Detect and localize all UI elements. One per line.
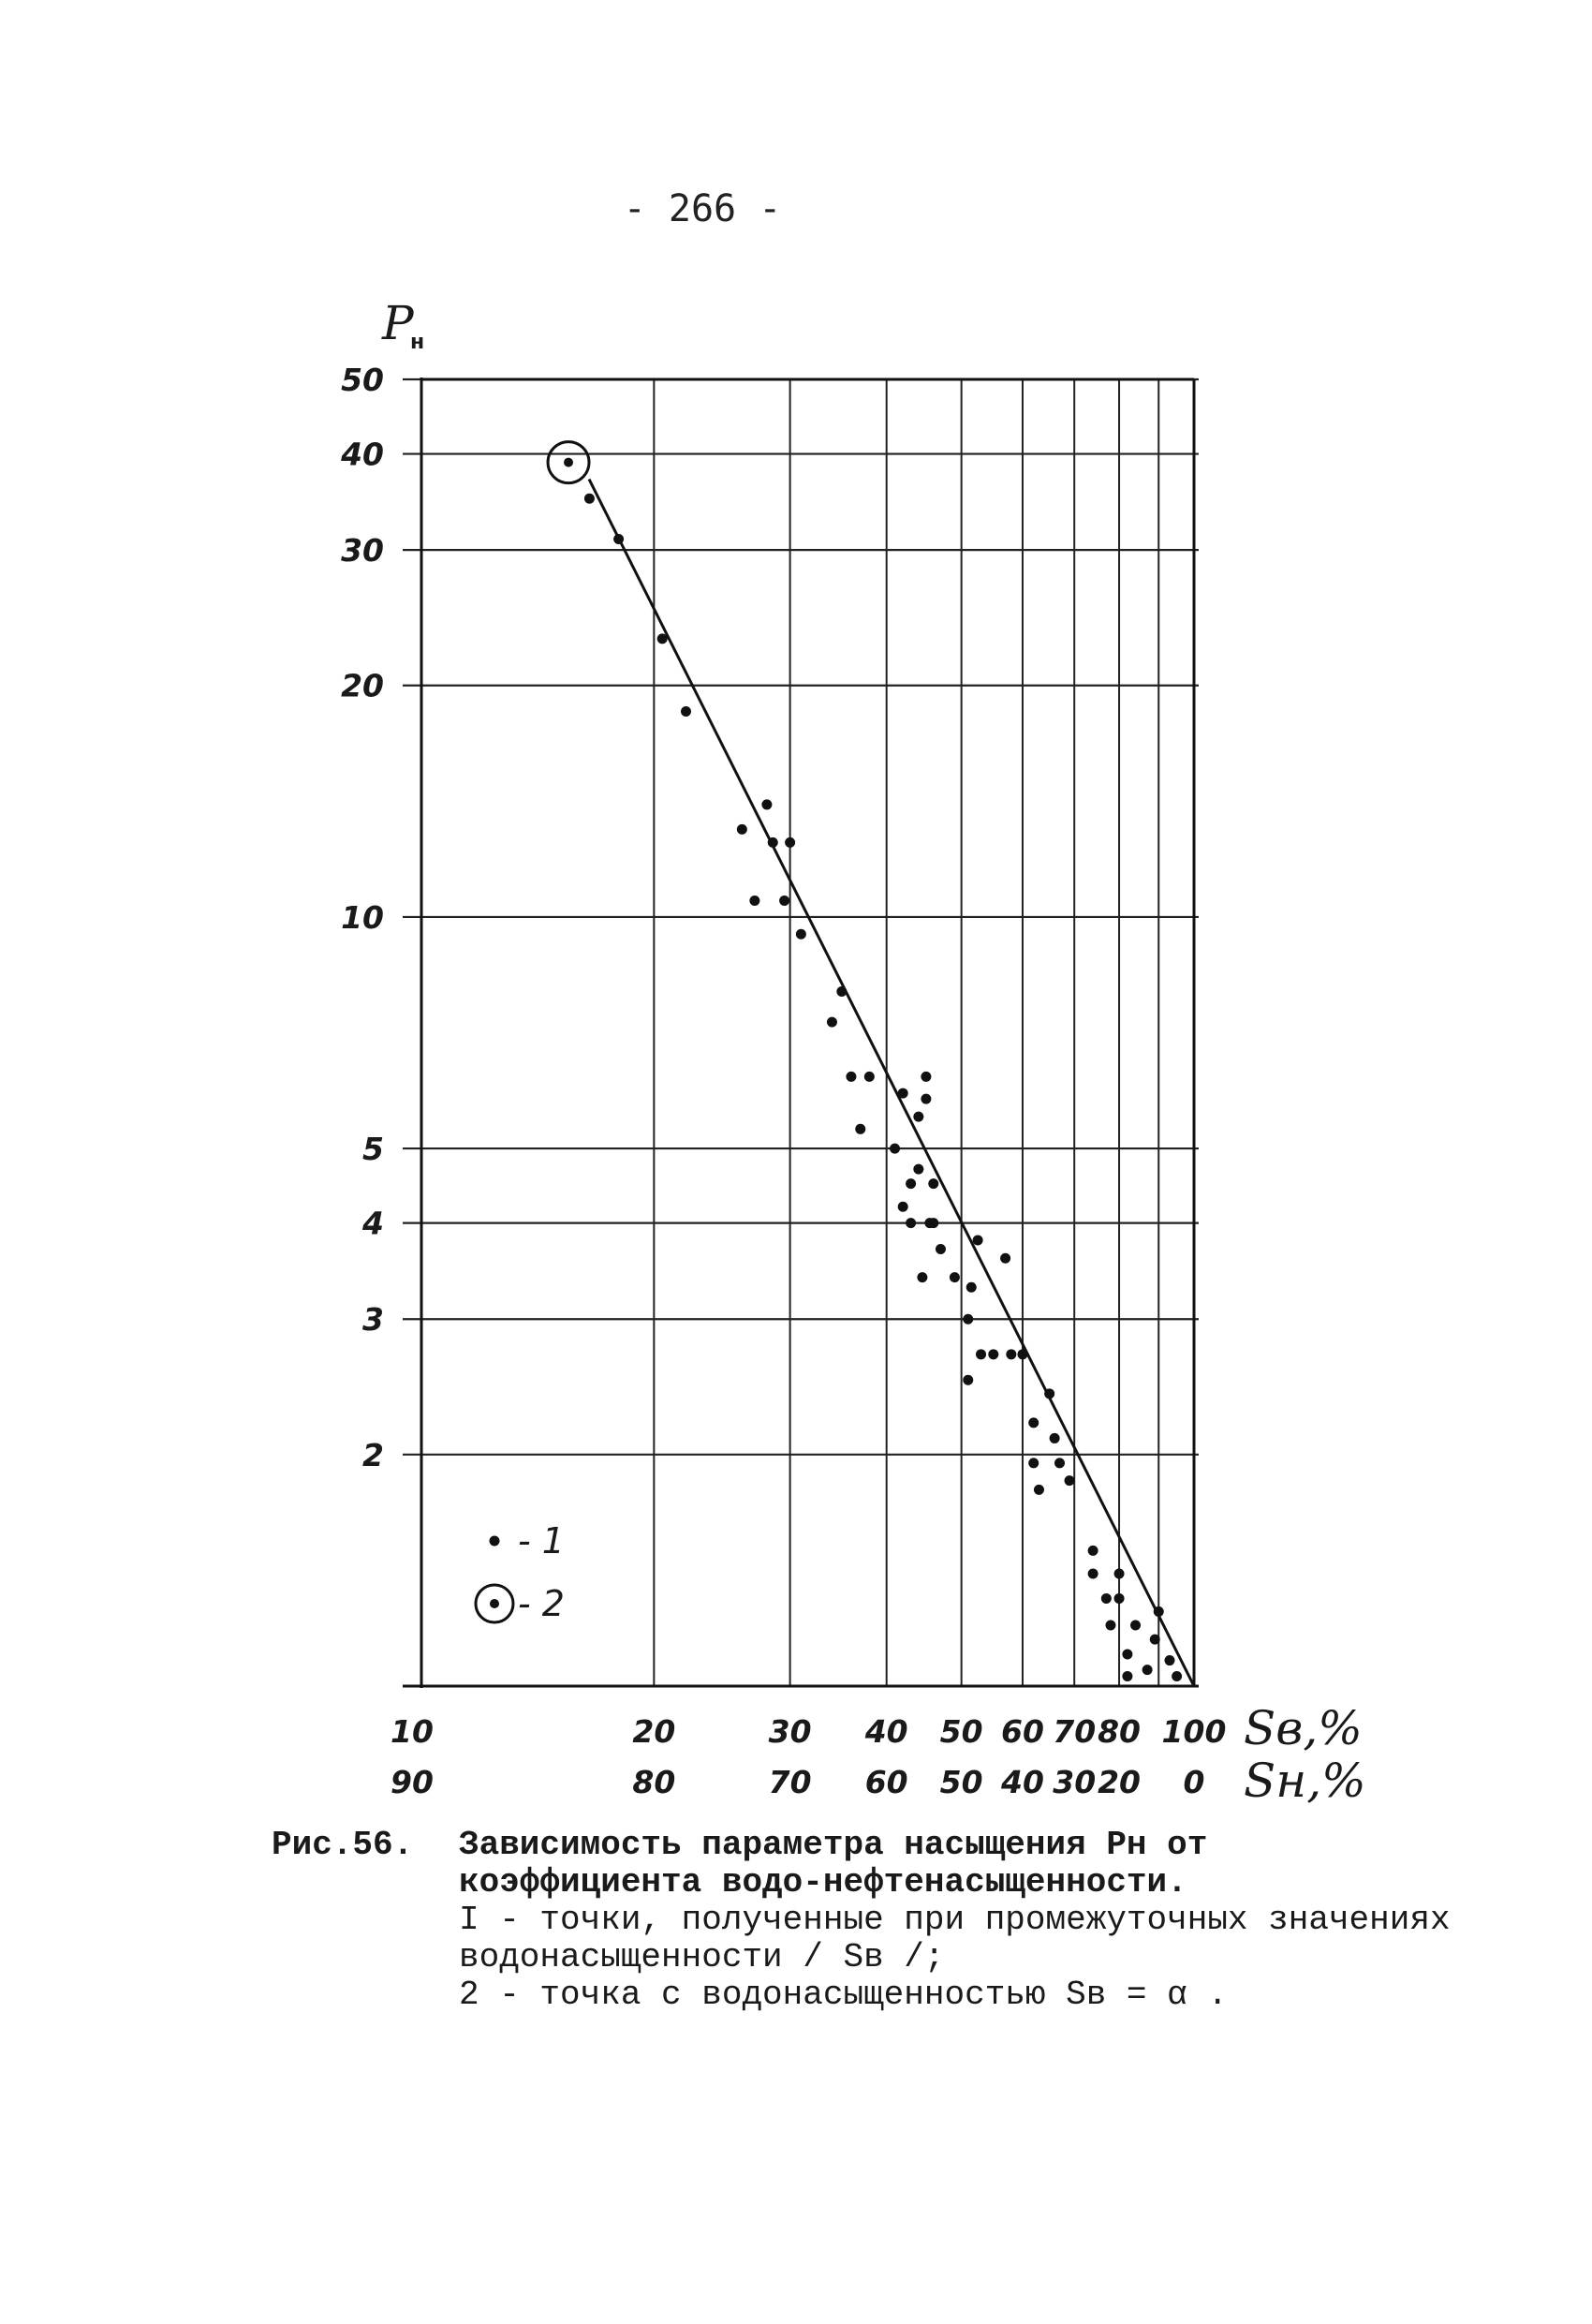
x-tick-label-sv-10: 10 [391,1713,434,1750]
caption-label: Рис.56. [272,1826,414,1864]
data-point [913,1164,923,1175]
data-point [864,1072,875,1082]
data-point [928,1218,938,1228]
data-point [917,1272,927,1282]
data-point [921,1094,931,1104]
data-point [855,1124,865,1134]
x-tick-label-sn-80: 80 [632,1764,676,1800]
data-point [976,1349,986,1359]
data-point [737,824,747,835]
trend-line-group [589,480,1194,1686]
data-point [898,1202,908,1212]
data-point [1105,1620,1115,1630]
chart-frame [403,377,1199,1688]
data-point [963,1314,973,1325]
y-tick-label-50: 50 [341,362,384,398]
x-tick-label-sv-30: 30 [768,1713,812,1750]
data-point [1142,1665,1153,1675]
data-point [1122,1671,1132,1681]
data-point [1044,1388,1054,1399]
x-tick-label-sv-50: 50 [939,1713,983,1750]
data-point [906,1218,916,1228]
data-point [988,1349,998,1359]
y-tick-label-4: 4 [362,1205,384,1242]
legend-marker-circled-dot [490,1599,499,1608]
x-tick-label-sn-50: 50 [939,1764,983,1800]
data-point [657,633,668,644]
x-tick-label-sn-20: 20 [1098,1764,1142,1800]
data-point [1054,1458,1065,1468]
y-tick-label-40: 40 [341,436,384,473]
trend-line [589,480,1194,1686]
legend [476,1520,565,1624]
y-axis-label-subscript: н [410,331,425,354]
data-point [1028,1417,1039,1428]
y-axis-tick-labels [340,362,384,1473]
data-point [796,929,806,940]
x-tick-label-sn-70: 70 [768,1764,812,1800]
data-point [761,799,772,809]
data-point [1101,1593,1112,1604]
data-point [846,1072,856,1082]
data-point [973,1235,983,1245]
data-point [906,1178,916,1189]
data-point [1130,1620,1141,1630]
data-point [1114,1593,1125,1604]
x-tick-label-sv-20: 20 [632,1713,676,1750]
data-point [785,837,795,848]
data-point [584,494,595,504]
y-tick-label-3: 3 [362,1301,384,1339]
data-point [1088,1546,1098,1556]
x-tick-label-sv-80: 80 [1098,1713,1142,1750]
caption-title: Зависимость параметра насыщения Pн от коэффициента водо-нефтенасыщенности. [459,1826,1208,1902]
x-axis-tick-labels [391,1713,1226,1800]
x-axis-label-sn: Sн,% [1244,1754,1366,1808]
data-point [1164,1655,1174,1665]
y-tick-label-30: 30 [341,532,384,570]
figure-caption [272,1827,1452,2014]
data-point [1050,1433,1060,1443]
data-point [1017,1349,1027,1359]
y-axis-label: P [382,296,414,350]
x-tick-label-sv-70: 70 [1053,1713,1097,1750]
caption-item-1: I - точки, полученные при промежуточных значениях водонасыщенности / Sв /; [459,1901,1451,1976]
data-points [548,442,1182,1681]
data-point [963,1375,973,1385]
data-point [1006,1349,1016,1359]
data-point [681,706,691,717]
data-point [749,896,759,906]
circled-point [564,458,573,467]
x-axis-label-sv: Sв,% [1244,1701,1363,1755]
y-tick-label-10: 10 [341,898,384,936]
page-number: - 266 - [623,187,782,230]
data-point [768,837,778,848]
data-point [921,1072,931,1082]
y-tick-label-5: 5 [362,1131,384,1168]
data-point [836,986,847,997]
data-point [779,896,789,906]
data-point [913,1112,923,1122]
legend-label-1: - 1 [518,1520,565,1562]
data-point [890,1144,900,1154]
x-tick-label-sn-90: 90 [391,1764,434,1800]
data-point [1065,1475,1075,1486]
data-point [1000,1253,1010,1264]
data-point [827,1017,837,1028]
data-point [936,1244,946,1254]
chart-grid [403,379,1199,1686]
data-point [1114,1569,1125,1579]
x-tick-label-sv-60: 60 [1001,1713,1044,1750]
data-point [1154,1606,1164,1617]
x-tick-label-sv-40: 40 [864,1713,908,1750]
x-tick-label-sn-60: 60 [864,1764,908,1800]
data-point [966,1282,977,1293]
x-tick-label-sn-40: 40 [1001,1764,1044,1800]
data-point [1122,1650,1132,1660]
y-tick-label-2: 2 [362,1436,384,1473]
data-point [1028,1458,1039,1468]
data-point [928,1178,938,1189]
caption-item-2: 2 - точка с водонасыщенностью Sв = α . [459,1976,1228,2014]
data-point [898,1088,908,1099]
x-tick-label-sn-0: 0 [1183,1764,1205,1800]
data-point [613,534,624,544]
legend-marker-dot [490,1536,500,1547]
data-point [1172,1671,1182,1681]
legend-label-2: - 2 [518,1583,565,1624]
y-tick-label-20: 20 [341,667,384,704]
data-point [1150,1635,1160,1645]
data-point [1034,1485,1044,1495]
data-point [950,1272,960,1282]
data-point [1088,1569,1098,1579]
x-tick-label-sv-100: 100 [1161,1713,1227,1750]
x-tick-label-sn-30: 30 [1053,1764,1097,1800]
